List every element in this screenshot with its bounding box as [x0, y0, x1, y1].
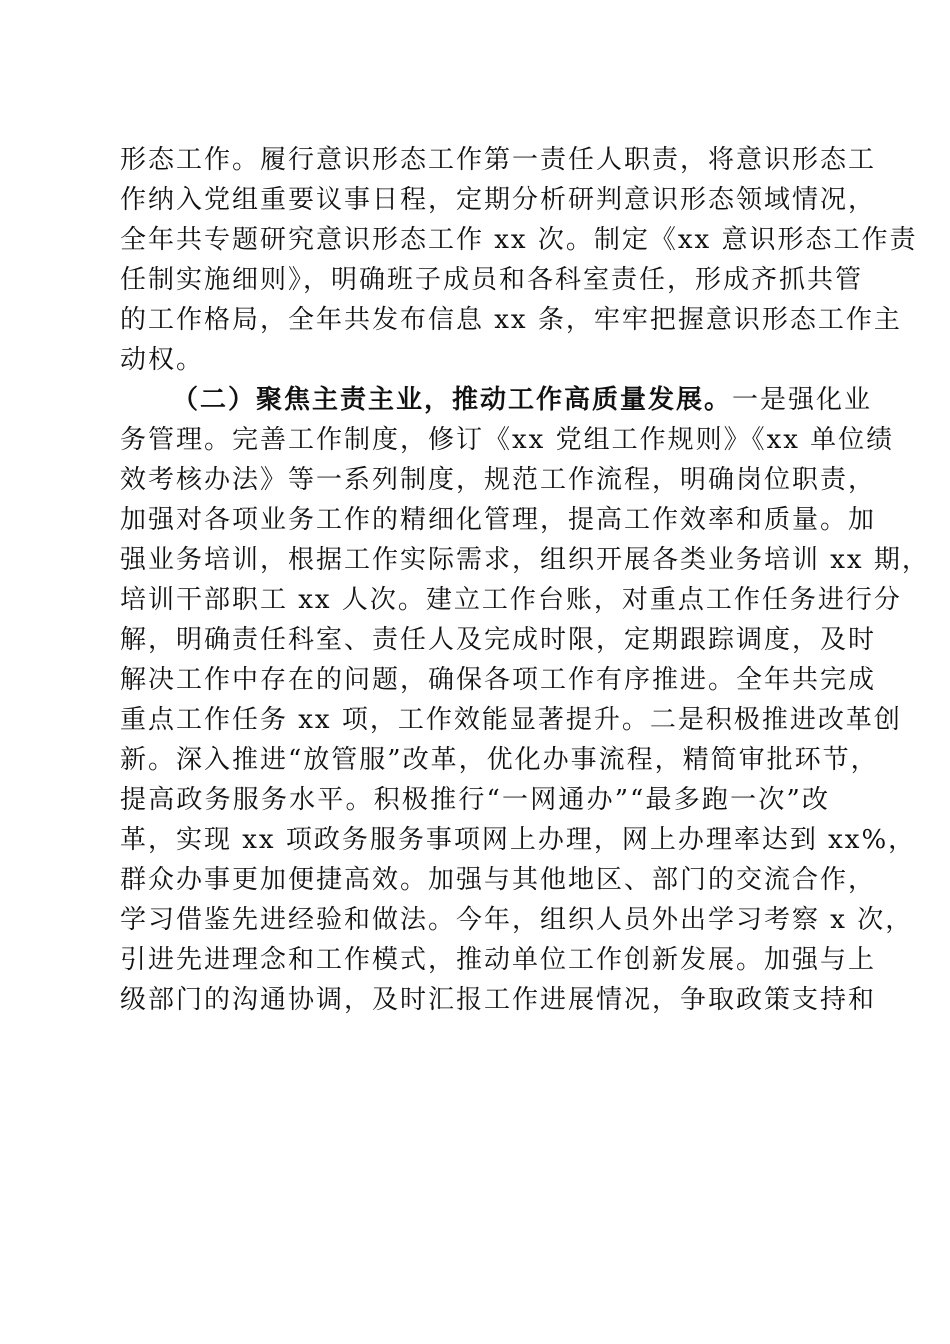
document-body: [120, 140, 930, 1020]
section-first-line: [120, 380, 873, 420]
paragraph-ideology-work: [120, 140, 918, 380]
text-line: 务管理。完善工作制度，修订《xx 党组工作规则》《xx 单位绩: [120, 425, 895, 455]
text-line: 的工作格局，全年共发布信息 xx 条，牢牢把握意识形态工作主: [120, 305, 902, 335]
text-line: 提高政务服务水平。积极推行“一网通办”“最多跑一次”改: [120, 785, 830, 815]
text-line: 动权。: [120, 345, 205, 375]
text-line: 形态工作。履行意识形态工作第一责任人职责，将意识形态工: [120, 145, 877, 175]
text-line: 解决工作中存在的问题，确保各项工作有序推进。全年共完成: [120, 665, 877, 695]
text-line: 学习借鉴先进经验和做法。今年，组织人员外出学习考察 x 次，: [120, 905, 914, 935]
text-line: 效考核办法》等一系列制度，规范工作流程，明确岗位职责，: [120, 465, 877, 495]
text-line: 重点工作任务 xx 项，工作效能显著提升。二是积极推进改革创: [120, 705, 902, 735]
section-heading: （二）聚焦主责主业，推动工作高质量发展。: [172, 385, 733, 415]
text-line: 革，实现 xx 项政务服务事项网上办理，网上办理率达到 xx%，: [120, 825, 917, 855]
text-line: 级部门的沟通协调，及时汇报工作进展情况，争取政策支持和: [120, 985, 877, 1015]
text-line: 新。深入推进“放管服”改革，优化办事流程，精简审批环节，: [120, 745, 879, 775]
text-line: 任制实施细则》，明确班子成员和各科室责任，形成齐抓共管: [120, 265, 864, 295]
text-line: 群众办事更加便捷高效。加强与其他地区、部门的交流合作，: [120, 865, 877, 895]
text-line: 全年共专题研究意识形态工作 xx 次。制定《xx 意识形态工作责: [120, 225, 918, 255]
text-line: 培训干部职工 xx 人次。建立工作台账，对重点工作任务进行分: [120, 585, 902, 615]
paragraph-main-business: [120, 380, 930, 1020]
text-line: 作纳入党组重要议事日程，定期分析研判意识形态领域情况，: [120, 185, 877, 215]
text-line: 强业务培训，根据工作实际需求，组织开展各类业务培训 xx 期，: [120, 545, 930, 575]
section-first-line-text: 一是强化业: [732, 385, 873, 415]
text-line: 引进先进理念和工作模式，推动单位工作创新发展。加强与上: [120, 945, 877, 975]
text-line: 加强对各项业务工作的精细化管理，提高工作效率和质量。加: [120, 505, 877, 535]
text-line: 解，明确责任科室、责任人及完成时限，定期跟踪调度，及时: [120, 625, 877, 655]
